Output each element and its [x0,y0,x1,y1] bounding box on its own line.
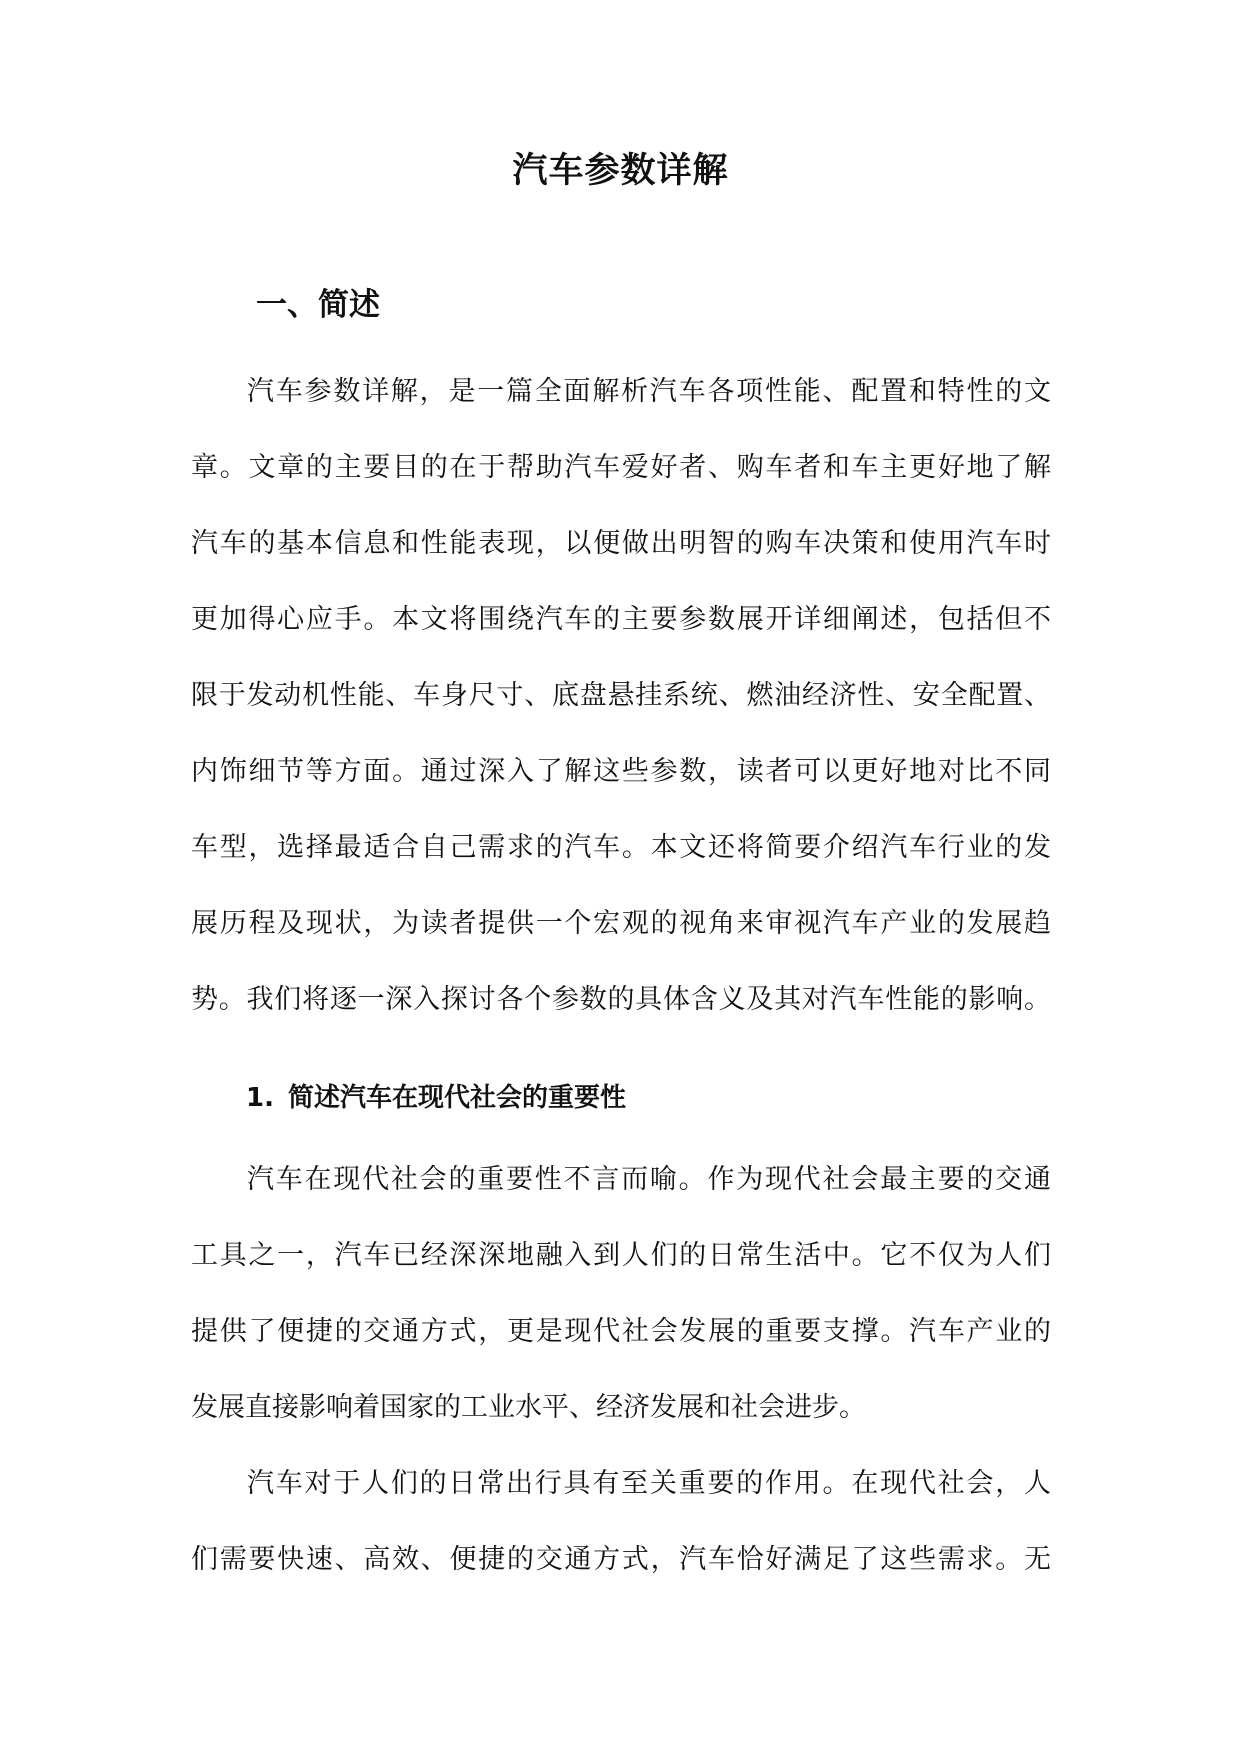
paragraph-line: 汽车的基本信息和性能表现，以便做出明智的购车决策和使用汽车时 [191,528,1051,559]
paragraph-line: 们需要快速、高效、便捷的交通方式，汽车恰好满足了这些需求。无 [191,1544,1051,1575]
section-heading-overview: 一、简述 [256,287,380,323]
subsection-title: 简述汽车在现代社会的重要性 [288,1083,627,1113]
paragraph-line: 内饰细节等方面。通过深入了解这些参数，读者可以更好地对比不同 [191,756,1051,787]
paragraph-line: 展历程及现状，为读者提供一个宏观的视角来审视汽车产业的发展趋 [191,908,1051,939]
paragraph-line: 汽车对于人们的日常出行具有至关重要的作用。在现代社会，人 [247,1468,1051,1499]
paragraph-line: 工具之一，汽车已经深深地融入到人们的日常生活中。它不仅为人们 [191,1240,1051,1271]
paragraph-line: 提供了便捷的交通方式，更是现代社会发展的重要支撑。汽车产业的 [191,1316,1051,1347]
subsection-heading [246,1076,626,1120]
paragraph-importance [191,1142,1051,1446]
subsection-number: 1. [246,1083,274,1113]
paragraph-line: 车型，选择最适合自己需求的汽车。本文还将简要介绍汽车行业的发 [191,832,1051,863]
document-title: 汽车参数详解 [512,151,729,191]
paragraph-line: 汽车在现代社会的重要性不言而喻。作为现代社会最主要的交通 [247,1164,1051,1195]
paragraph-line: 更加得心应手。本文将围绕汽车的主要参数展开详细阐述，包括但不 [191,604,1051,635]
paragraph-line: 限于发动机性能、车身尺寸、底盘悬挂系统、燃油经济性、安全配置、 [191,680,1051,711]
paragraph-line: 发展直接影响着国家的工业水平、经济发展和社会进步。 [191,1392,866,1423]
paragraph-line: 势。我们将逐一深入探讨各个参数的具体含义及其对汽车性能的影响。 [191,984,1051,1015]
paragraph-line: 章。文章的主要目的在于帮助汽车爱好者、购车者和车主更好地了解 [191,452,1051,483]
paragraph-daily-travel [191,1446,1051,1598]
paragraph-overview [191,354,1051,1038]
paragraph-line: 汽车参数详解，是一篇全面解析汽车各项性能、配置和特性的文 [247,376,1051,407]
